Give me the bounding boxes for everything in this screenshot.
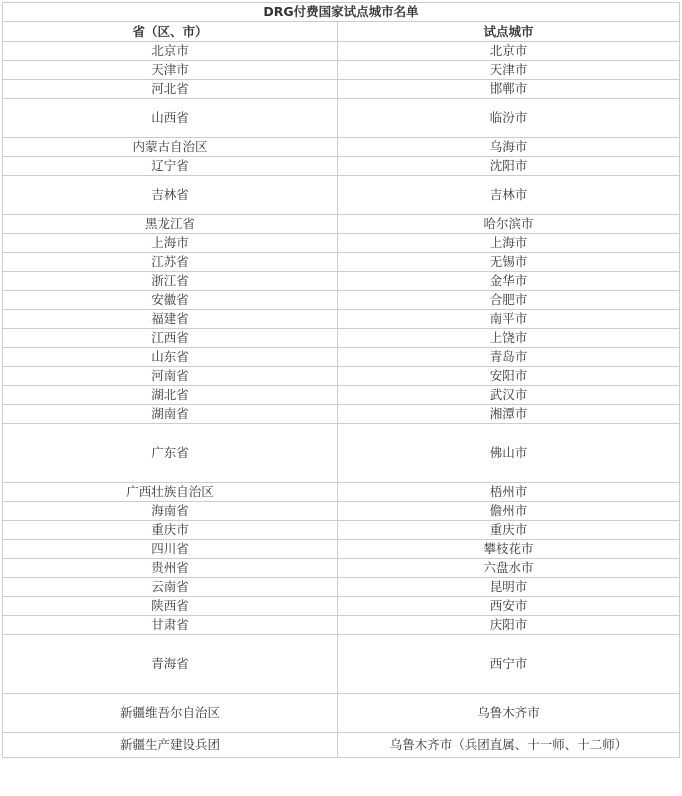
- table-row: [3, 367, 680, 386]
- table-row: [3, 597, 680, 616]
- city-cell: 上海市: [338, 234, 680, 253]
- city-cell: 佛山市: [338, 424, 680, 483]
- city-cell: 上饶市: [338, 329, 680, 348]
- city-cell: 庆阳市: [338, 616, 680, 635]
- province-cell: 上海市: [3, 234, 338, 253]
- city-cell: 乌鲁木齐市: [338, 694, 680, 733]
- table-row: [3, 157, 680, 176]
- table-row: [3, 176, 680, 215]
- province-cell: 江西省: [3, 329, 338, 348]
- table-row: [3, 310, 680, 329]
- city-cell: 金华市: [338, 272, 680, 291]
- province-cell: 河南省: [3, 367, 338, 386]
- province-cell: 安徽省: [3, 291, 338, 310]
- city-cell: 无锡市: [338, 253, 680, 272]
- table-row: [3, 215, 680, 234]
- province-cell: 吉林省: [3, 176, 338, 215]
- table-row: [3, 329, 680, 348]
- column-header-province: 省（区、市）: [3, 22, 338, 42]
- table-row: [3, 578, 680, 597]
- city-cell: 安阳市: [338, 367, 680, 386]
- table-row: [3, 521, 680, 540]
- province-cell: 湖北省: [3, 386, 338, 405]
- table-body: [3, 42, 680, 758]
- table-row: [3, 559, 680, 578]
- province-cell: 辽宁省: [3, 157, 338, 176]
- city-cell: 沈阳市: [338, 157, 680, 176]
- province-cell: 海南省: [3, 502, 338, 521]
- province-cell: 广东省: [3, 424, 338, 483]
- province-cell: 湖南省: [3, 405, 338, 424]
- province-cell: 江苏省: [3, 253, 338, 272]
- province-cell: 黑龙江省: [3, 215, 338, 234]
- city-cell: 南平市: [338, 310, 680, 329]
- city-cell: 西安市: [338, 597, 680, 616]
- pilot-cities-table: [2, 2, 680, 758]
- province-cell: 天津市: [3, 61, 338, 80]
- city-cell: 临汾市: [338, 99, 680, 138]
- table-row: [3, 99, 680, 138]
- city-cell: 青岛市: [338, 348, 680, 367]
- table-row: [3, 616, 680, 635]
- province-cell: 重庆市: [3, 521, 338, 540]
- table-row: [3, 635, 680, 694]
- city-cell: 重庆市: [338, 521, 680, 540]
- table-row: [3, 694, 680, 733]
- province-cell: 贵州省: [3, 559, 338, 578]
- table-row: [3, 733, 680, 758]
- table-row: [3, 234, 680, 253]
- table-row: [3, 80, 680, 99]
- city-cell: 昆明市: [338, 578, 680, 597]
- table-row: [3, 42, 680, 61]
- table-row: [3, 424, 680, 483]
- city-cell: 吉林市: [338, 176, 680, 215]
- table-row: [3, 138, 680, 157]
- province-cell: 广西壮族自治区: [3, 483, 338, 502]
- table-row: [3, 253, 680, 272]
- table-row: [3, 272, 680, 291]
- city-cell: 武汉市: [338, 386, 680, 405]
- table-row: [3, 502, 680, 521]
- column-header-city: 试点城市: [338, 22, 680, 42]
- city-cell: 合肥市: [338, 291, 680, 310]
- city-cell: 儋州市: [338, 502, 680, 521]
- city-cell: 梧州市: [338, 483, 680, 502]
- province-cell: 山西省: [3, 99, 338, 138]
- table-row: [3, 348, 680, 367]
- province-cell: 内蒙古自治区: [3, 138, 338, 157]
- province-cell: 新疆维吾尔自治区: [3, 694, 338, 733]
- table-row: [3, 386, 680, 405]
- province-cell: 福建省: [3, 310, 338, 329]
- province-cell: 四川省: [3, 540, 338, 559]
- city-cell: 哈尔滨市: [338, 215, 680, 234]
- province-cell: 云南省: [3, 578, 338, 597]
- province-cell: 新疆生产建设兵团: [3, 733, 338, 758]
- province-cell: 山东省: [3, 348, 338, 367]
- city-cell: 西宁市: [338, 635, 680, 694]
- table-title: DRG付费国家试点城市名单: [3, 3, 680, 22]
- province-cell: 河北省: [3, 80, 338, 99]
- city-cell: 乌海市: [338, 138, 680, 157]
- city-cell: 湘潭市: [338, 405, 680, 424]
- city-cell: 天津市: [338, 61, 680, 80]
- city-cell: 北京市: [338, 42, 680, 61]
- table-row: [3, 61, 680, 80]
- city-cell: 六盘水市: [338, 559, 680, 578]
- province-cell: 青海省: [3, 635, 338, 694]
- city-cell: 邯郸市: [338, 80, 680, 99]
- city-cell: 乌鲁木齐市（兵团直属、十一师、十二师）: [338, 733, 680, 758]
- province-cell: 甘肃省: [3, 616, 338, 635]
- table-header-row: [3, 22, 680, 42]
- province-cell: 北京市: [3, 42, 338, 61]
- table-title-row: [3, 3, 680, 22]
- table-row: [3, 291, 680, 310]
- province-cell: 浙江省: [3, 272, 338, 291]
- table-row: [3, 483, 680, 502]
- table-row: [3, 540, 680, 559]
- city-cell: 攀枝花市: [338, 540, 680, 559]
- table-row: [3, 405, 680, 424]
- province-cell: 陕西省: [3, 597, 338, 616]
